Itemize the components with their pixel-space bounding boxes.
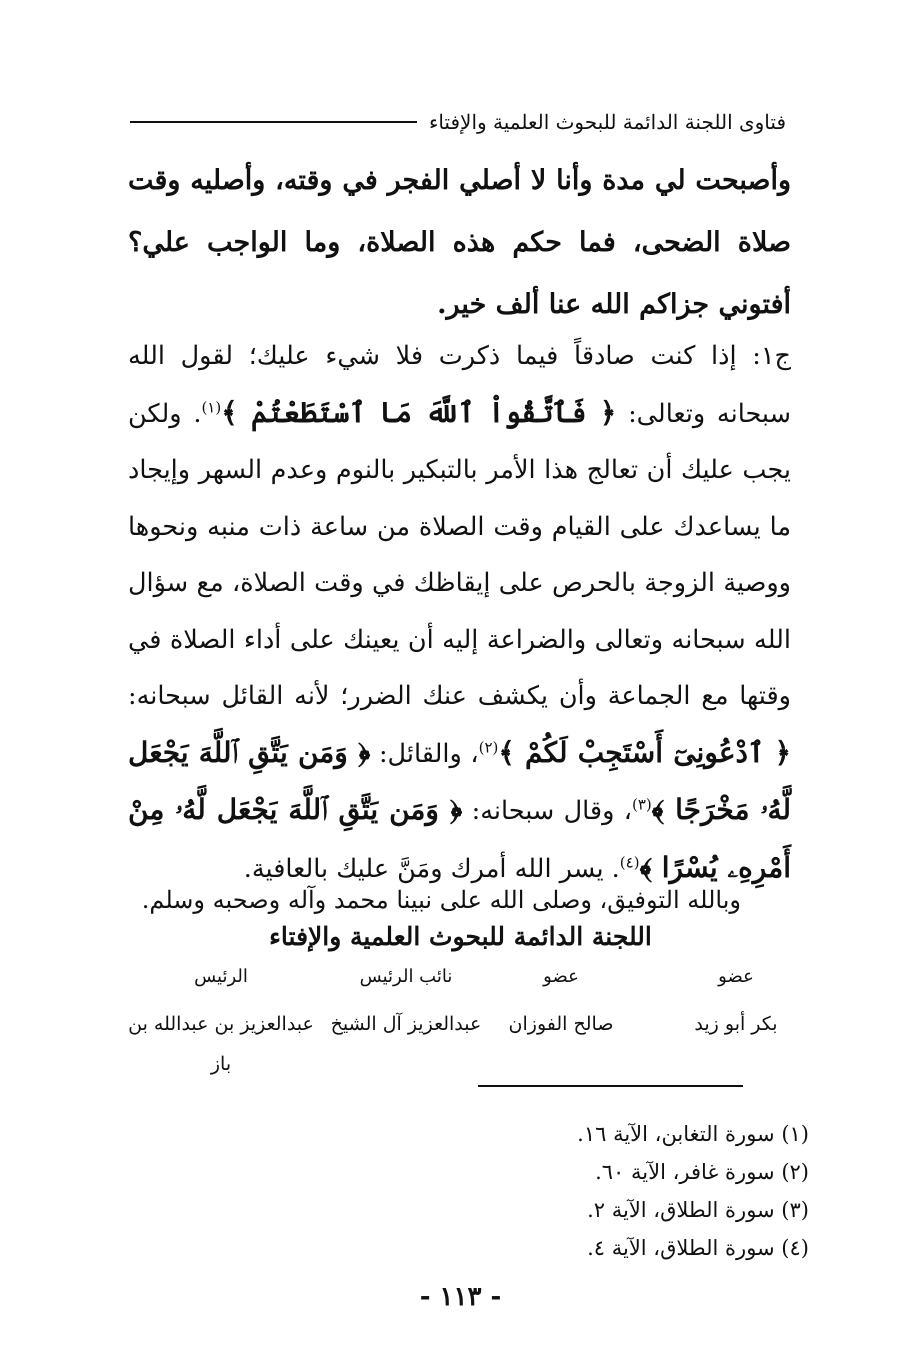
- answer-block: [128, 328, 791, 897]
- footnote-1: (١) سورة التغابن، الآية ١٦.: [577, 1122, 809, 1146]
- quran-quote-1: ﴿ فَٱتَّقُواْ ٱللَّهَ مَا ٱسْتَطَعْتُمْ ﴾: [221, 395, 617, 429]
- answer-part-1: ج١: إذا كنت صادقاً فيما ذكرت فلا شيء عليك؛ لقول الله سبحانه وتعالى:: [128, 341, 791, 429]
- signatory-role: عضو: [718, 966, 754, 987]
- footnote-2: (٢) سورة غافر، الآية ٦٠.: [595, 1160, 809, 1184]
- committee-title: اللجنة الدائمة للبحوث العلمية والإفتاء: [269, 922, 652, 951]
- signatory-name: بكر أبو زيد: [694, 1013, 778, 1035]
- footnote-3: (٣) سورة الطلاق، الآية ٢.: [587, 1198, 809, 1222]
- header-title: فتاوى اللجنة الدائمة للبحوث العلمية والإفتاء: [428, 110, 786, 134]
- footnote-4: (٤) سورة الطلاق، الآية ٤.: [587, 1236, 809, 1260]
- answer-part-4: ، وقال سبحانه:: [462, 796, 632, 826]
- page-number: - ١١٣ -: [419, 1282, 502, 1312]
- signatory-name: عبدالعزيز بن عبدالله بن باز: [128, 1013, 314, 1075]
- signatory-3: [321, 962, 491, 1044]
- signatory-name: عبدالعزيز آل الشيخ: [330, 1013, 482, 1035]
- signatory-1: [681, 962, 791, 1044]
- footnote-ref-2: (٢): [478, 738, 499, 756]
- footnote-ref-4: (٤): [619, 853, 640, 871]
- signatory-name: صالح الفوزان: [508, 1013, 614, 1035]
- answer-part-2: . ولكن يجب عليك أن تعالج هذا الأمر بالتبكير بالنوم وعدم السهر وإيجاد ما يساعدك على القيام وقت الصلاة من ساعة ذات منبه ونحوها ووصية الزوجة بالحرص على إيقاظك في وقت الصلاة، مع سؤال الله سبحانه وتعالى والضراعة إليه أن يعينك على أداء الصلاة في وقتها مع الجماعة وأن يكشف عنك الضرر؛ لأنه القائل سبحانه:: [128, 398, 791, 711]
- quran-quote-3: ﴿ وَمَن يَتَّقِ ٱللَّهَ يَجْعَل لَّهُۥ مَخْرَجًا ﴾: [128, 735, 792, 826]
- footnote-ref-1: (١): [201, 398, 222, 416]
- closing-line: وبالله التوفيق، وصلى الله على نبينا محمد وآله وصحبه وسلم.: [141, 886, 741, 914]
- question-block: [128, 150, 791, 336]
- answer-part-5: . يسر الله أمرك ومَنَّ عليك بالعافية.: [243, 853, 620, 884]
- signatory-2: [491, 962, 631, 1044]
- answer-text: [128, 328, 791, 897]
- header-rule: [130, 121, 417, 123]
- running-header: [130, 108, 786, 136]
- signatory-4: [121, 962, 321, 1075]
- footnote-rule: [478, 1085, 743, 1087]
- signatory-role: عضو: [543, 966, 579, 987]
- signatory-role: الرئيس: [194, 966, 248, 987]
- footnote-ref-3: (٣): [631, 795, 652, 814]
- footnotes: [577, 1115, 809, 1267]
- answer-part-3: ، والقائل:: [370, 738, 479, 769]
- quran-quote-4: ﴿ وَمَن يَتَّقِ ٱللَّهَ يَجْعَل لَّهُۥ مِنْ أَمْرِهِۦ يُسْرًا ﴾: [128, 793, 791, 884]
- quran-quote-2: ﴿ ٱدْعُونِىٓ أَسْتَجِبْ لَكُمْ ﴾: [498, 735, 791, 769]
- signatories: [128, 962, 791, 1075]
- question-text: وأصبحت لي مدة وأنا لا أصلي الفجر في وقته، وأصليه وقت صلاة الضحى، فما حكم هذه الصلاة، وما الواجب علي؟ أفتوني جزاكم الله عنا ألف خير.: [128, 165, 791, 320]
- signatory-role: نائب الرئيس: [359, 966, 453, 987]
